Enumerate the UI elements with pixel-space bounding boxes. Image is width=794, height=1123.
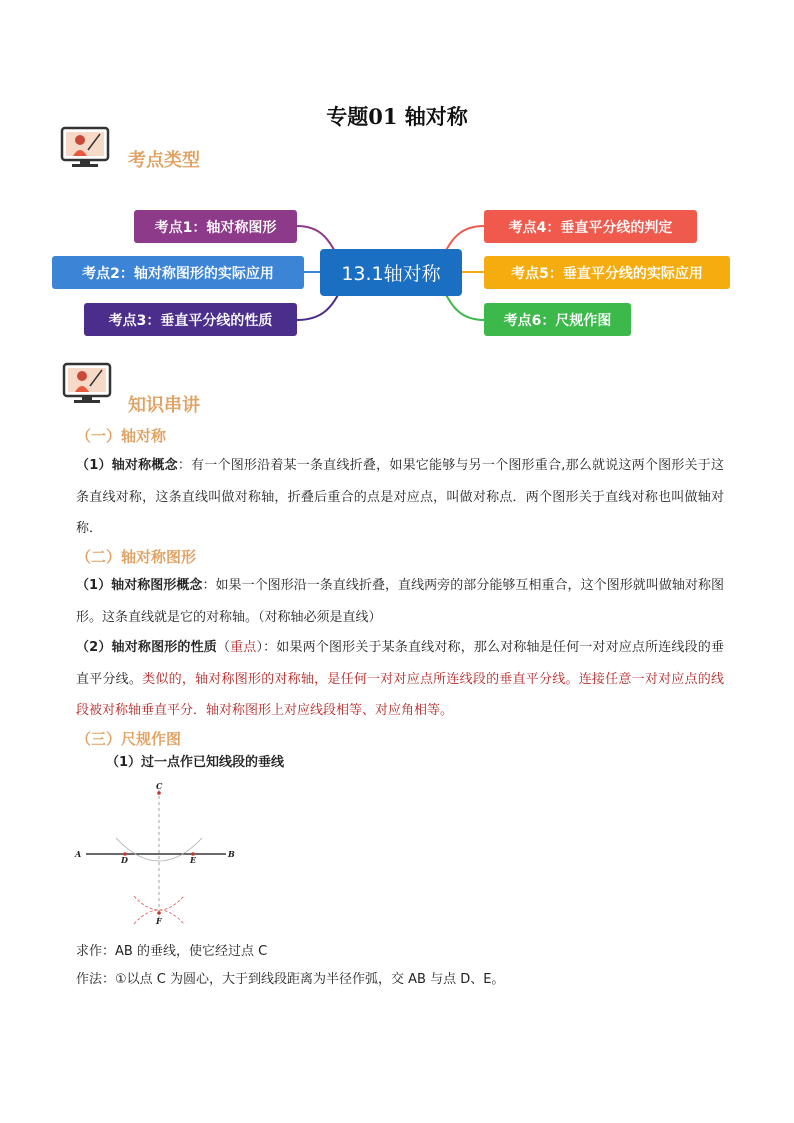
mindmap-node-2-label: 考点2：轴对称图形的实际应用 <box>82 265 274 282</box>
heading-construction: （三）尺规作图 <box>76 730 182 748</box>
mindmap-node-5 <box>484 256 730 289</box>
paragraph-emphasis: 类似的，轴对称图形的对称轴，是任何一对对应点所连线段的垂直平分线。连接任意一对对应点的线段被对称轴垂直平分．轴对称图形上对应线段相等、对应角相等。 <box>76 671 724 718</box>
teacher-screen-icon <box>60 126 110 170</box>
construction-figure <box>70 778 240 928</box>
paragraph-text: ：如果一个图形沿一条直线折叠，直线两旁的部分能够互相重合，这个图形就叫做轴对称图形。这条直线就是它的对称轴。（对称轴必须是直线） <box>76 578 724 625</box>
mindmap-node-6 <box>484 303 631 336</box>
section-title-kaodian: 考点类型 <box>128 150 200 171</box>
mindmap-node-1 <box>134 210 297 243</box>
mindmap-center-node <box>320 249 462 296</box>
label-e: E <box>190 855 197 865</box>
mindmap-node-3-label: 考点3：垂直平分线的性质 <box>108 312 273 329</box>
term-lead: （2）轴对称图形的性质 <box>76 640 217 655</box>
label-f: F <box>156 916 162 926</box>
task-statement: 求作：AB 的垂线，使它经过点 C <box>76 944 268 959</box>
label-c: C <box>156 781 163 791</box>
mindmap-node-3 <box>84 303 297 336</box>
paragraph-text: ：有一个图形沿着某一条直线折叠，如果它能够与另一个图形重合,那么就说这两个图形关于这条直线对称，这条直线叫做对称轴，折叠后重合的点是对应点，叫做对称点．两个图形关于直线对称也叫做轴对称． <box>76 458 724 536</box>
label-b: B <box>228 849 235 859</box>
heading-symmetric-figure: （二）轴对称图形 <box>76 548 197 566</box>
method-step-1: 作法：①以点 C 为圆心，大于到线段距离为半径作弧，交 AB 与点 D、E。 <box>76 972 505 987</box>
mindmap-center-label: 13.1轴对称 <box>341 263 441 285</box>
term-lead: （1）轴对称图形概念 <box>76 578 203 593</box>
point-c <box>157 791 161 795</box>
paren-open: （ <box>216 640 231 655</box>
key-point-badge: 重点 <box>230 640 257 655</box>
paragraph-text: ：如果两个图形关于某条直线对称，那么对称轴是任何一对对应点所连线段的垂直平分线。 <box>76 640 724 687</box>
mindmap-node-6-label: 考点6：尺规作图 <box>503 312 612 329</box>
point-f <box>157 911 161 915</box>
heading-axial-symmetry: （一）轴对称 <box>76 427 167 445</box>
paragraph-symmetric-property <box>76 632 724 727</box>
label-d: D <box>121 855 128 865</box>
mindmap-node-2 <box>52 256 304 289</box>
term-lead: （1）轴对称概念 <box>76 458 178 473</box>
section-title-zhishi: 知识串讲 <box>128 395 200 416</box>
paragraph-symmetric-figure <box>76 570 724 633</box>
paragraph-axial-symmetry <box>76 450 724 545</box>
page-title: 专题01 轴对称 <box>326 104 468 129</box>
mindmap-node-4 <box>484 210 697 243</box>
label-a: A <box>75 849 82 859</box>
mindmap-node-5-label: 考点5：垂直平分线的实际应用 <box>511 265 703 282</box>
mindmap-node-1-label: 考点1：轴对称图形 <box>154 219 277 236</box>
teacher-screen-icon <box>62 362 112 406</box>
paren-close: ） <box>256 640 264 655</box>
mindmap-node-4-label: 考点4：垂直平分线的判定 <box>508 219 673 236</box>
subheading-perpendicular: （1）过一点作已知线段的垂线 <box>106 755 285 770</box>
